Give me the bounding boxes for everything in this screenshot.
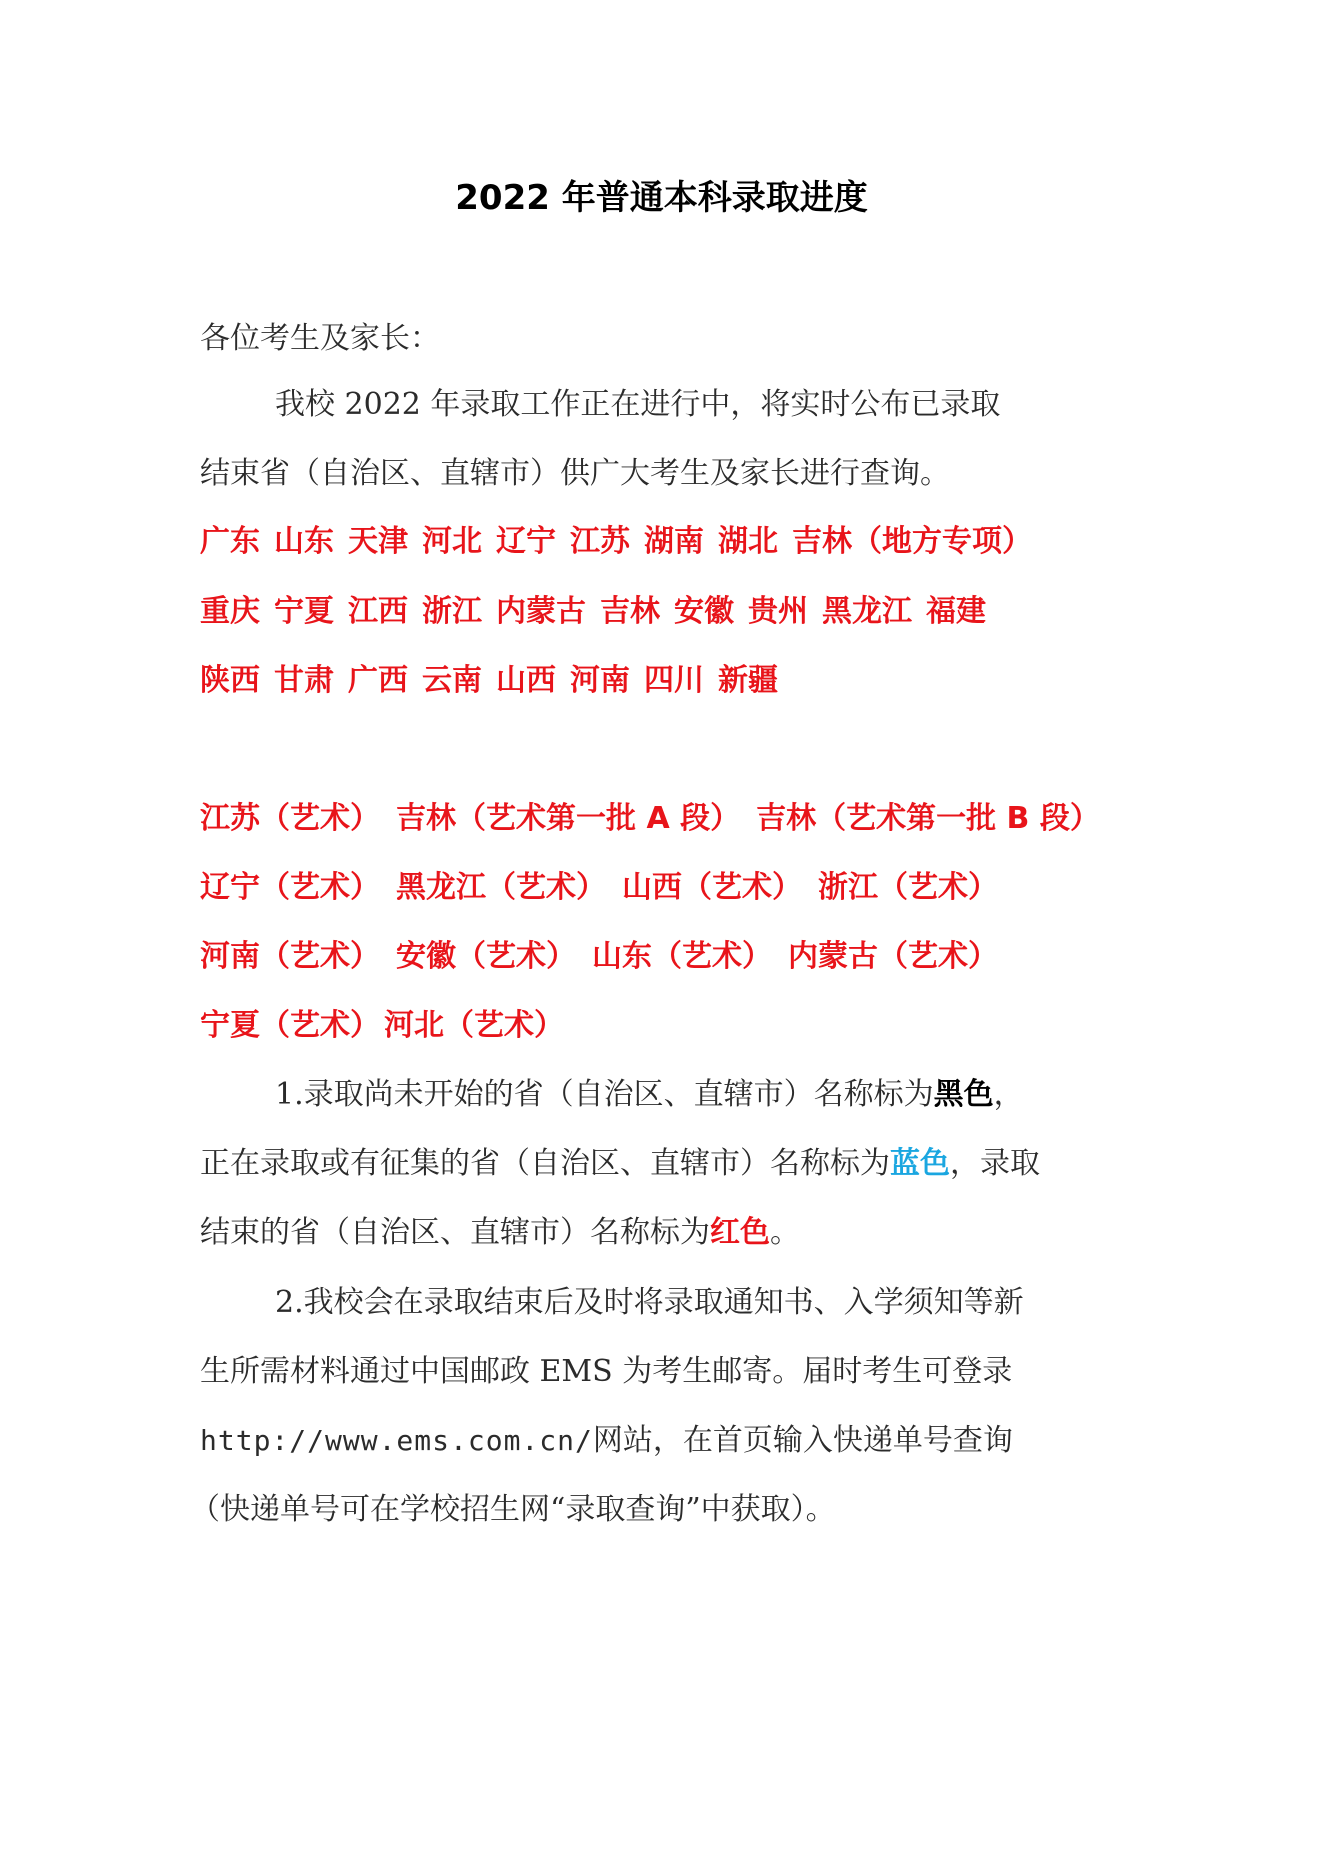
not-started-color-word: 黑色 <box>933 1077 994 1112</box>
province-name: 河南（艺术） <box>200 939 380 974</box>
province-name: 云南 <box>422 663 482 698</box>
note-1-line-1 <box>275 1073 1024 1117</box>
province-name: 四川 <box>644 663 704 698</box>
intro-line-1: 我校 2022 年录取工作正在进行中，将实时公布已录取 <box>275 387 1001 422</box>
finished-color-word: 红色 <box>710 1215 770 1250</box>
province-name: 山西 <box>496 663 556 698</box>
province-name: 吉林 <box>600 594 660 629</box>
art-provinces-row-2 <box>200 866 998 910</box>
note-1-punct-1: ， <box>993 1077 1024 1112</box>
province-name: 宁夏 <box>274 594 334 629</box>
province-name: 广西 <box>348 663 408 698</box>
note-1-line-3-prefix: 结束的省（自治区、直辖市）名称标为 <box>200 1215 710 1250</box>
note-1-prefix: 1.录取尚未开始的省（自治区、直辖市）名称标为 <box>275 1077 934 1112</box>
province-name: 湖北 <box>718 524 778 559</box>
province-name: 河北（艺术） <box>384 1008 564 1043</box>
province-name: 吉林（艺术第一批 B 段） <box>756 801 1100 836</box>
province-name: 浙江 <box>422 594 482 629</box>
province-name: 山东（艺术） <box>592 939 772 974</box>
ems-url-link[interactable]: http://www.ems.com.cn/ <box>200 1424 593 1457</box>
art-provinces-row-4 <box>200 1004 564 1048</box>
province-name: 江西 <box>348 594 408 629</box>
note-2-line-3-suffix: 网站，在首页输入快递单号查询 <box>592 1423 1013 1458</box>
finished-provinces-row-1 <box>200 520 1032 564</box>
province-name: 河北 <box>422 524 482 559</box>
note-2-line-1: 2.我校会在录取结束后及时将录取通知书、入学须知等新 <box>275 1285 1024 1320</box>
province-name: 天津 <box>348 524 408 559</box>
province-name: 广东 <box>200 524 260 559</box>
province-name: 浙江（艺术） <box>818 870 998 905</box>
province-name: 宁夏（艺术） <box>200 1008 380 1043</box>
note-1-line-2-prefix: 正在录取或有征集的省（自治区、直辖市）名称标为 <box>200 1146 890 1181</box>
province-name: 辽宁 <box>496 524 556 559</box>
note-2-line-3 <box>200 1419 1013 1463</box>
intro-line-2: 结束省（自治区、直辖市）供广大考生及家长进行查询。 <box>200 456 950 491</box>
province-name: 新疆 <box>718 663 778 698</box>
province-name: 江苏 <box>570 524 630 559</box>
finished-provinces-row-3 <box>200 659 778 703</box>
province-name: 福建 <box>926 594 986 629</box>
province-name: 安徽（艺术） <box>396 939 576 974</box>
province-name: 安徽 <box>674 594 734 629</box>
note-1-line-2-suffix: ，录取 <box>950 1146 1040 1181</box>
province-name: 内蒙古 <box>496 594 586 629</box>
note-1-line-3-suffix: 。 <box>770 1215 800 1250</box>
province-name: 贵州 <box>748 594 808 629</box>
page-title: 2022 年普通本科录取进度 <box>455 178 868 218</box>
province-name: 吉林（艺术第一批 A 段） <box>396 801 741 836</box>
finished-provinces-row-2 <box>200 590 986 634</box>
province-name: 山西（艺术） <box>622 870 802 905</box>
art-provinces-row-3 <box>200 935 998 979</box>
greeting: 各位考生及家长： <box>200 321 440 356</box>
province-name: 山东 <box>274 524 334 559</box>
province-name: 湖南 <box>644 524 704 559</box>
province-name: 河南 <box>570 663 630 698</box>
province-name: 重庆 <box>200 594 260 629</box>
province-name: 江苏（艺术） <box>200 801 380 836</box>
note-2-line-2: 生所需材料通过中国邮政 EMS 为考生邮寄。届时考生可登录 <box>200 1354 1013 1389</box>
note-1-line-2 <box>200 1142 1040 1186</box>
province-name: 黑龙江（艺术） <box>396 870 606 905</box>
province-name: 甘肃 <box>274 663 334 698</box>
in-progress-color-word: 蓝色 <box>890 1146 950 1181</box>
province-name: 吉林（地方专项） <box>792 524 1032 559</box>
province-name: 内蒙古（艺术） <box>788 939 998 974</box>
province-name: 辽宁（艺术） <box>200 870 380 905</box>
province-name: 陕西 <box>200 663 260 698</box>
art-provinces-row-1 <box>200 797 1100 841</box>
note-2-line-4: （快递单号可在学校招生网“录取查询”中获取）。 <box>190 1492 836 1527</box>
province-name: 黑龙江 <box>822 594 912 629</box>
note-1-line-3 <box>200 1211 800 1255</box>
